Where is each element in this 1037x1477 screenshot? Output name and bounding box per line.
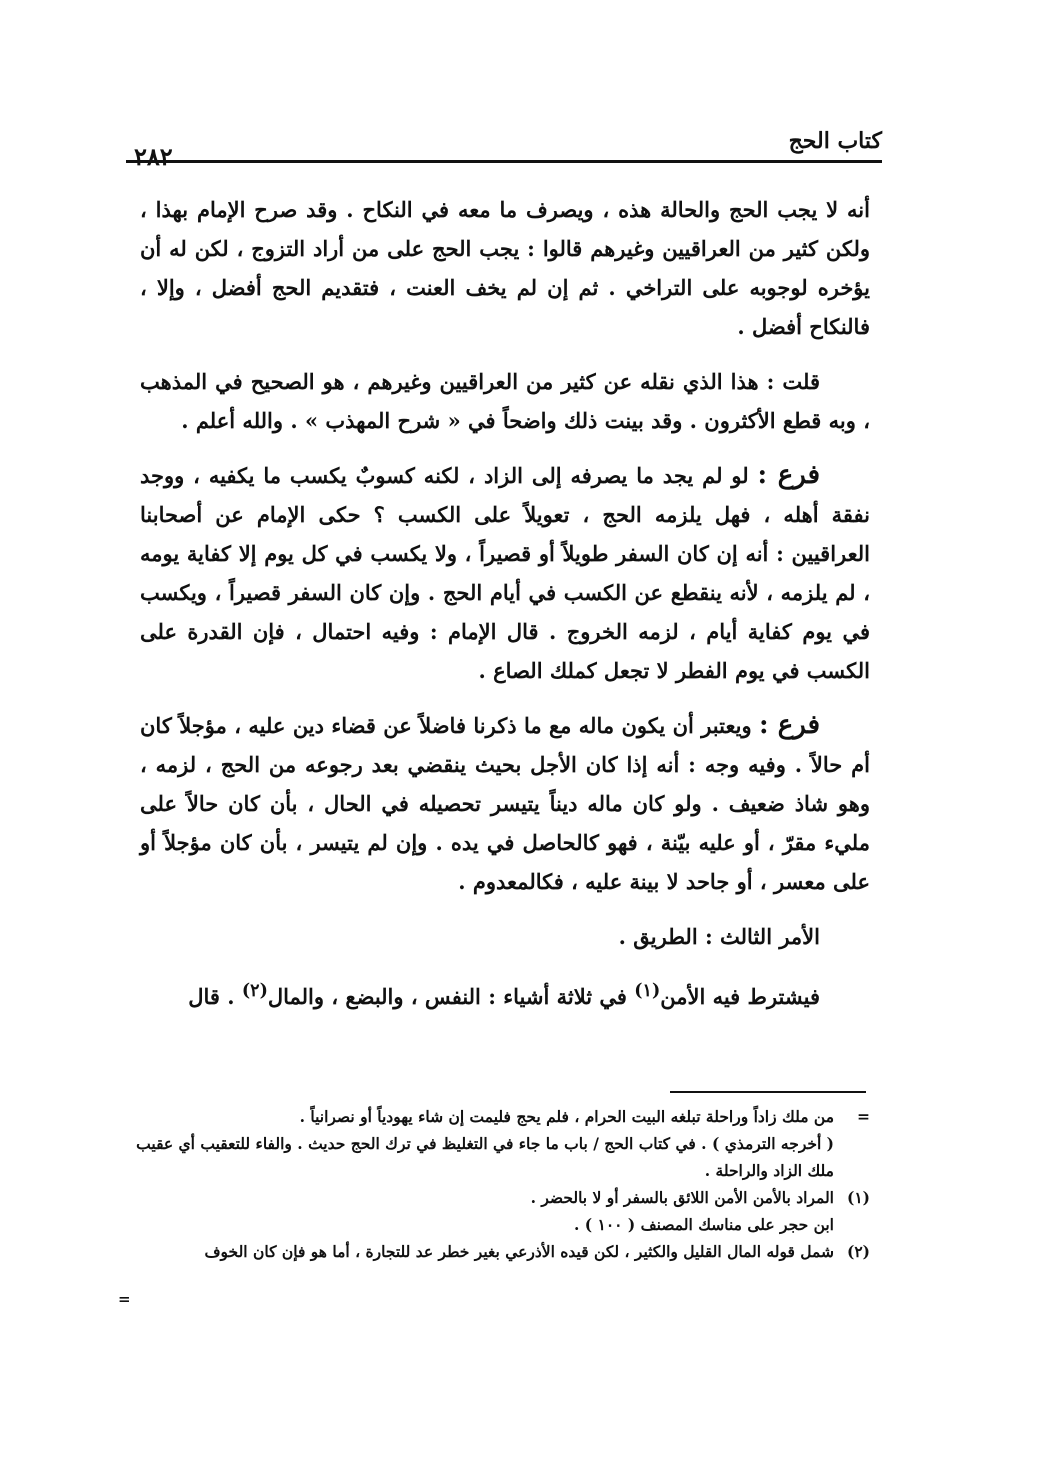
paragraph-4 <box>140 706 870 901</box>
main-text <box>140 190 870 1032</box>
footnote-2 <box>124 1238 870 1265</box>
footnote-2-text: شمل قوله المال القليل والكثير ، لكن قيده الأذرعي بغير خطر عد للتجارة ، أما هو فإن كان الخوف <box>204 1242 834 1261</box>
paragraph-5-text-c: . قال <box>188 984 242 1009</box>
footnote-separator <box>670 1091 866 1093</box>
paragraph-5-text-a: فيشترط فيه الأمن <box>660 984 820 1009</box>
footnotes <box>124 1103 870 1265</box>
footnote-1-text: المراد بالأمن الأمن اللائق بالسفر أو لا بالحضر . <box>530 1188 834 1207</box>
footnote-1 <box>124 1184 870 1211</box>
footnote-ref-2[interactable]: (٢) <box>241 981 268 1001</box>
header-rule <box>126 160 882 163</box>
footnote-ref-1[interactable]: (١) <box>634 981 661 1001</box>
page-number: ٢٨٢ <box>134 142 173 171</box>
footnote-continued <box>124 1103 870 1130</box>
footnote-1-source: ابن حجر على مناسك المصنف ( ١٠٠ ) . <box>574 1215 834 1234</box>
footnote-continued-text: من ملك زاداً وراحلة تبلغه البيت الحرام ، فلم يحج فليمت إن شاء يهودياً أو نصرانياً . <box>299 1107 834 1126</box>
continuation-mark: = <box>857 1107 870 1126</box>
section-label: فرع : <box>759 710 821 740</box>
footnote-continued-2: ( أخرجه الترمذي ) . في كتاب الحج / باب ما جاء في التغليظ في ترك الحج حديث . والفاء للتعقيب أي عقيب ملك الزاد والراحلة . <box>136 1134 834 1180</box>
paragraph-4-text: ويعتبر أن يكون ماله مع ما ذكرنا فاضلاً عن قضاء دين عليه ، مؤجلاً كان أم حالاً . وفيه وجه : أنه إذا كان الأجل بحيث ينقضي بعد رجوعه من الحج ، لزمه ، وهو شاذ ضعيف . ولو كان ماله ديناً يتيسر تحصيله في الحال ، بأن كان حالاً على مليء مقرّ ، أو عليه بيّنة ، فهو كالحاصل في يده . وإن لم يتيسر ، بأن كان مؤجلاً أو على معسر ، أو جاحد لا بينة عليه ، فكالمعدوم . <box>140 713 870 894</box>
running-title: كتاب الحج <box>788 128 882 154</box>
paragraph-3 <box>140 456 870 690</box>
paragraph-3-text: لو لم يجد ما يصرفه إلى الزاد ، لكنه كسوبٌ يكسب ما يكفيه ، ووجد نفقة أهله ، فهل يلزمه الحج ، تعويلاً على الكسب ؟ حكى الإمام عن أصحابنا العراقيين : أنه إن كان السفر طويلاً أو قصيراً ، ولا يكسب في كل يوم إلا كفاية يومه ، لم يلزمه ، لأنه ينقطع عن الكسب في أيام الحج . وإن كان السفر قصيراً ، ويكسب في يوم كفاية أيام ، لزمه الخروج . قال الإمام : وفيه احتمال ، فإن القدرة على الكسب في يوم الفطر لا تجعل كملك الصاع . <box>140 463 870 683</box>
paragraph-1: أنه لا يجب الحج والحالة هذه ، ويصرف ما معه في النكاح . وقد صرح الإمام بهذا ، ولكن كثير من العراقيين وغيرهم قالوا : يجب الحج على من أراد التزوج ، لكن له أن يؤخره لوجوبه على التراخي . ثم إن لم يخف العنت ، فتقديم الحج أفضل ، وإلا ، فالنكاح أفضل . <box>140 197 870 339</box>
paragraph-5 <box>140 972 870 1016</box>
section-heading: الأمر الثالث : الطريق . <box>618 924 820 949</box>
section-label: فرع : <box>757 460 821 490</box>
paragraph-5-text-b: في ثلاثة أشياء : النفس ، والبضع ، والمال <box>267 984 635 1009</box>
footnote-1-mark: (١) <box>846 1188 870 1207</box>
continues-mark: = <box>118 1290 131 1308</box>
page-header <box>126 118 882 178</box>
paragraph-2: قلت : هذا الذي نقله عن كثير من العراقيين وغيرهم ، هو الصحيح في المذهب ، وبه قطع الأكثرون . وقد بينت ذلك واضحاً في « شرح المهذب » . والله أعلم . <box>140 369 870 433</box>
footnote-2-mark: (٢) <box>846 1242 870 1261</box>
